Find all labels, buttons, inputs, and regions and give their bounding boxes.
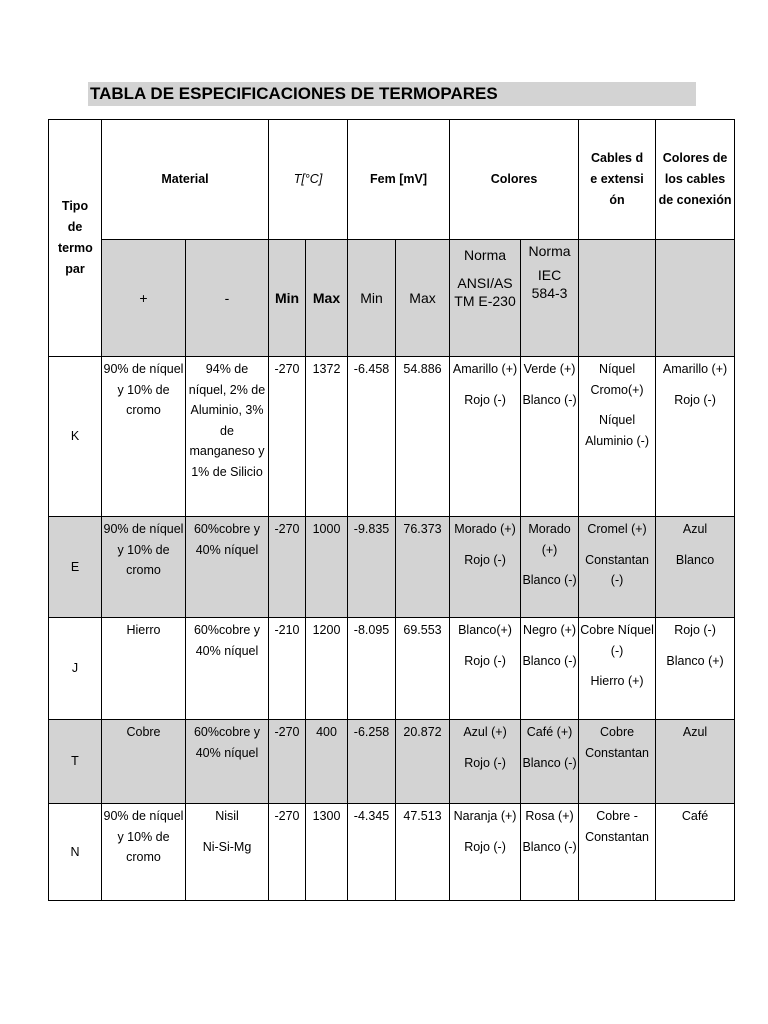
row-colores-conexion [656,618,735,720]
row-temp-min: -210 [269,618,306,720]
color-ansi-plus: Morado (+) [454,522,516,536]
row-colores-conexion [656,804,735,901]
color-ansi-minus: Rojo (-) [464,839,506,854]
row-fem-max: 76.373 [396,517,450,618]
cable-ext-1: Cobre - Constantan [585,809,650,844]
row-fem-min: -6.458 [348,357,396,517]
header-material-minus: - [186,240,269,357]
row-color-ansi [450,804,521,901]
color-ansi-minus: Rojo (-) [464,755,506,770]
row-cables-ext [579,357,656,517]
row-temp-min: -270 [269,517,306,618]
row-tipo: T [49,720,102,804]
header-cables-extension [579,120,656,240]
color-iec-minus: Blanco (-) [522,839,577,854]
norma-ansi-label: Norma [464,247,507,263]
header-material-plus: + [102,240,186,357]
header-tipo-label: Tipo de termo par [58,199,93,276]
header-fem-max: Max [396,240,450,357]
row-material-plus: Hierro [102,618,186,720]
row-material-minus: 60%cobre y 40% níquel [186,720,269,804]
row-color-iec [521,804,579,901]
row-fem-max: 20.872 [396,720,450,804]
header-con-blank [656,240,735,357]
color-iec-plus: Rosa (+) [525,809,574,823]
row-fem-min: -6.258 [348,720,396,804]
row-fem-max: 69.553 [396,618,450,720]
row-temp-min: -270 [269,804,306,901]
color-ansi-minus: Rojo (-) [464,392,506,407]
con-color-1: Rojo (-) [674,623,716,637]
header-cables-extension-label: Cables de extensión [590,151,644,207]
row-fem-min: -8.095 [348,618,396,720]
norma-iec-standard: IEC 584-3 [531,267,568,301]
page-title: TABLA DE ESPECIFICACIONES DE TERMOPARES [88,82,696,106]
row-fem-max: 54.886 [396,357,450,517]
material-minus-line-1: Nisil [215,809,239,823]
color-iec-plus: Morado (+) [528,522,571,557]
color-iec-minus: Blanco (-) [522,392,577,407]
row-temp-min: -270 [269,720,306,804]
color-iec-minus: Blanco (-) [522,755,577,770]
row-temp-max: 1000 [306,517,348,618]
con-color-2: Blanco (+) [666,653,724,668]
con-color-1: Amarillo (+) [662,362,728,376]
con-color-1: Azul [682,725,708,739]
cable-ext-minus: Níquel Aluminio (-) [585,413,649,448]
color-ansi-plus: Naranja (+) [453,809,517,823]
row-color-ansi [450,720,521,804]
material-minus-line-2: Ni-Si-Mg [202,839,252,854]
header-temp-max: Max [306,240,348,357]
cable-ext-plus: Níquel Cromo(+) [590,362,644,397]
norma-ansi-standard: ANSI/ASTM E-230 [454,275,516,309]
thermocouple-spec-table [48,119,735,901]
row-colores-conexion [656,517,735,618]
row-color-ansi [450,517,521,618]
header-material: Material [102,120,269,240]
row-material-plus: 90% de níquel y 10% de cromo [102,517,186,618]
color-iec-plus: Café (+) [526,725,573,739]
header-norma-iec [521,240,579,357]
header-fem: Fem [mV] [348,120,450,240]
row-material-minus [186,804,269,901]
header-temperature: T[°C] [269,120,348,240]
row-colores-conexion [656,720,735,804]
row-temp-min: -270 [269,357,306,517]
color-iec-minus: Blanco (-) [522,653,577,668]
row-fem-min: -9.835 [348,517,396,618]
row-material-plus: 90% de níquel y 10% de cromo [102,804,186,901]
header-colores: Colores [450,120,579,240]
color-ansi-minus: Rojo (-) [464,552,506,567]
row-tipo: E [49,517,102,618]
row-tipo: J [49,618,102,720]
row-color-iec [521,618,579,720]
row-color-ansi [450,357,521,517]
header-norma-ansi [450,240,521,357]
con-color-1: Azul [682,522,708,536]
color-ansi-plus: Amarillo (+) [452,362,518,376]
row-temp-max: 1200 [306,618,348,720]
row-material-plus: Cobre [102,720,186,804]
header-tipo [49,120,102,357]
row-cables-ext [579,618,656,720]
row-fem-max: 47.513 [396,804,450,901]
row-temp-max: 1300 [306,804,348,901]
header-ext-blank [579,240,656,357]
row-color-iec [521,357,579,517]
row-tipo: K [49,357,102,517]
table-row [49,357,735,517]
cable-ext-plus: Cromel (+) [587,522,647,536]
row-material-minus: 94% de níquel, 2% de Aluminio, 3% de manganeso y 1% de Silicio [186,357,269,517]
color-ansi-plus: Azul (+) [463,725,507,739]
row-cables-ext [579,804,656,901]
header-colores-conexion: Colores de los cables de conexión [656,120,735,240]
row-colores-conexion [656,357,735,517]
row-temp-max: 1372 [306,357,348,517]
row-cables-ext [579,517,656,618]
row-tipo: N [49,804,102,901]
color-ansi-plus: Blanco(+) [458,623,512,637]
cable-ext-2: Hierro (+) [590,674,644,688]
color-iec-minus: Blanco (-) [522,573,577,587]
header-fem-min: Min [348,240,396,357]
row-material-minus: 60%cobre y 40% níquel [186,517,269,618]
color-ansi-minus: Rojo (-) [464,653,506,668]
row-temp-max: 400 [306,720,348,804]
row-fem-min: -4.345 [348,804,396,901]
norma-iec-label: Norma [528,243,571,259]
table-row [49,517,735,618]
cable-ext-1: Cobre Níquel (-) [580,623,654,658]
con-color-2: Blanco [675,552,715,567]
row-color-iec [521,517,579,618]
table-row [49,618,735,720]
con-color-2: Rojo (-) [674,392,716,407]
row-material-minus: 60%cobre y 40% níquel [186,618,269,720]
row-material-plus: 90% de níquel y 10% de cromo [102,357,186,517]
color-iec-plus: Negro (+) [522,623,577,637]
row-color-iec [521,720,579,804]
table-row [49,720,735,804]
header-temp-min: Min [269,240,306,357]
cable-ext-1: Cobre Constantan [585,725,650,760]
row-cables-ext [579,720,656,804]
con-color-1: Café [681,809,709,823]
color-iec-plus: Verde (+) [523,362,576,376]
cable-ext-minus: Constantan (-) [585,552,650,587]
table-row [49,804,735,901]
row-color-ansi [450,618,521,720]
